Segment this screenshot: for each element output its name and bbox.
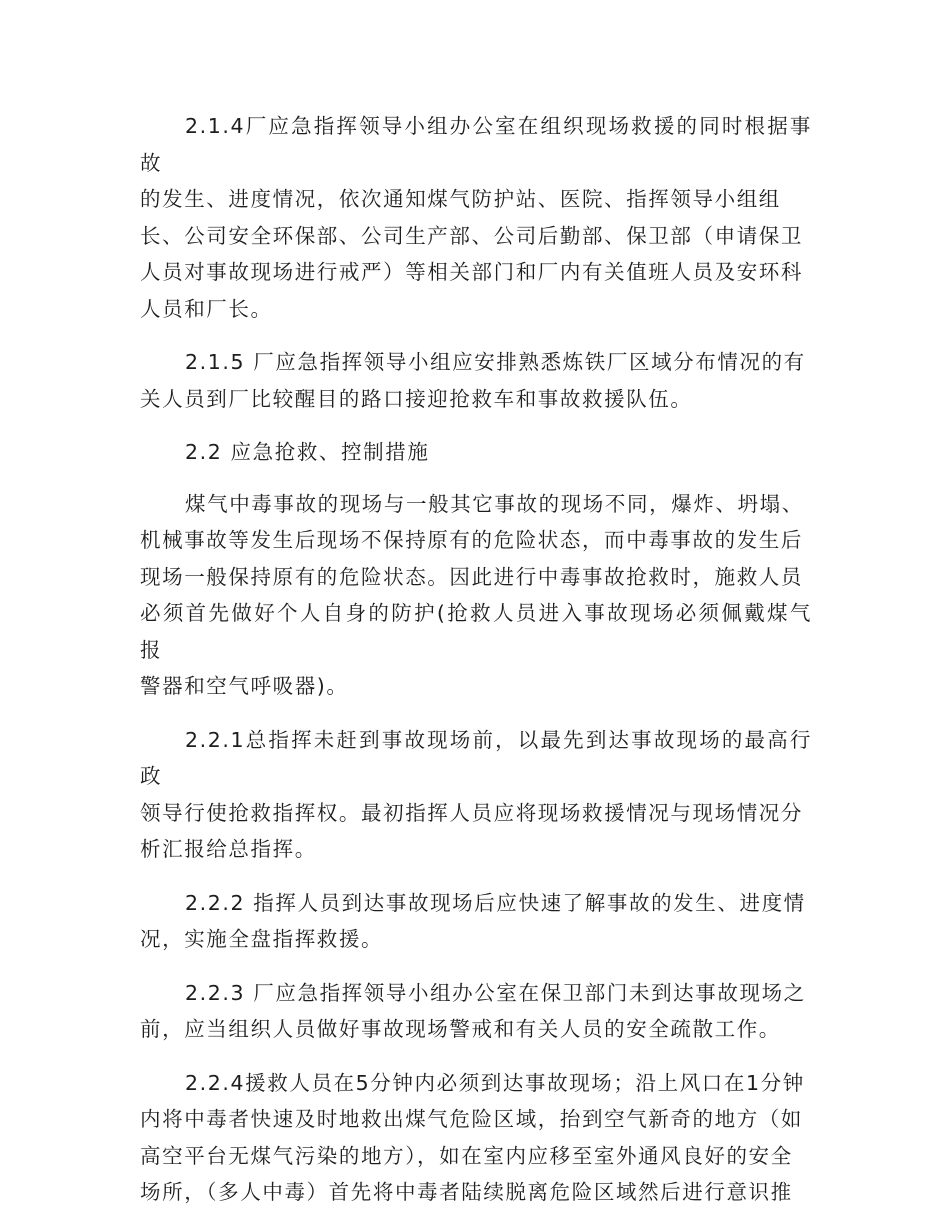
text-line: 2.2.4援救人员在5分钟内必须到达事故现场；沿上风口在1分钟	[185, 1070, 805, 1095]
text-line: 前，应当组织人员做好事故现场警戒和有关人员的安全疏散工作。	[140, 1017, 781, 1041]
paragraph-2-2-4	[140, 1065, 812, 1211]
text-line: 人员对事故现场进行戒严）等相关部门和厂内有关值班人员及安环科	[140, 260, 803, 284]
text-line: 关人员到厂比较醒目的路口接迎抢救车和事故救援队伍。	[140, 386, 693, 411]
text-line: 机械事故等发生后现场不保持原有的危险状态，而中毒事故的发生后	[140, 528, 803, 552]
text-line: 必须首先做好个人自身的防护(抢救人员进入事故现场必须佩戴煤气报	[140, 601, 812, 662]
text-line: 长、公司安全环保部、公司生产部、公司后勤部、保卫部（申请保卫	[140, 223, 803, 248]
text-line: 析汇报给总指挥。	[140, 837, 317, 861]
document-page	[140, 108, 812, 1228]
paragraph-2-2-3	[140, 975, 812, 1048]
text-line: 2.1.4厂应急指挥领导小组办公室在组织现场救援的同时根据事故	[140, 114, 812, 175]
section-heading-2-2	[140, 434, 812, 471]
paragraph-2-1-4	[140, 108, 812, 327]
text-line: 的发生、进度情况，依次通知煤气防护站、医院、指挥领导小组组	[140, 187, 781, 211]
paragraph-2-1-5	[140, 344, 812, 417]
text-line: 领导行使抢救指挥权。最初指挥人员应将现场救援情况与现场情况分	[140, 800, 803, 825]
text-line: 高空平台无煤气污染的地方），如在室内应移至室外通风良好的安全	[140, 1143, 793, 1168]
text-line: 况，实施全盘指挥救援。	[140, 927, 384, 951]
text-line: 警器和空气呼吸器)。	[140, 674, 349, 698]
heading-line: 2.2 应急抢救、控制措施	[185, 440, 430, 464]
text-line: 2.2.3 厂应急指挥领导小组办公室在保卫部门未到达事故现场之	[185, 980, 806, 1005]
text-line: 人员和厂长。	[140, 296, 273, 321]
text-line: 场所，（多人中毒）首先将中毒者陆续脱离危险区域然后进行意识推	[140, 1180, 793, 1204]
text-line: 现场一般保持原有的危险状态。因此进行中毒事故抢救时，施救人员	[140, 564, 803, 589]
text-line: 煤气中毒事故的现场与一般其它事故的现场不同，爆炸、坍塌、	[185, 491, 804, 516]
paragraph-2-2-2	[140, 885, 812, 958]
paragraph-2-2-1	[140, 722, 812, 868]
text-line: 2.2.2 指挥人员到达事故现场后应快速了解事故的发生、进度情	[185, 890, 806, 915]
text-line: 2.1.5 厂应急指挥领导小组应安排熟悉炼铁厂区域分布情况的有	[185, 350, 806, 374]
paragraph-gas-poisoning	[140, 486, 812, 705]
text-line: 内将中毒者快速及时地救出煤气危险区域，抬到空气新奇的地方（如	[140, 1107, 803, 1131]
text-line: 2.2.1总指挥未赶到事故现场前，以最先到达事故现场的最高行政	[140, 727, 812, 788]
